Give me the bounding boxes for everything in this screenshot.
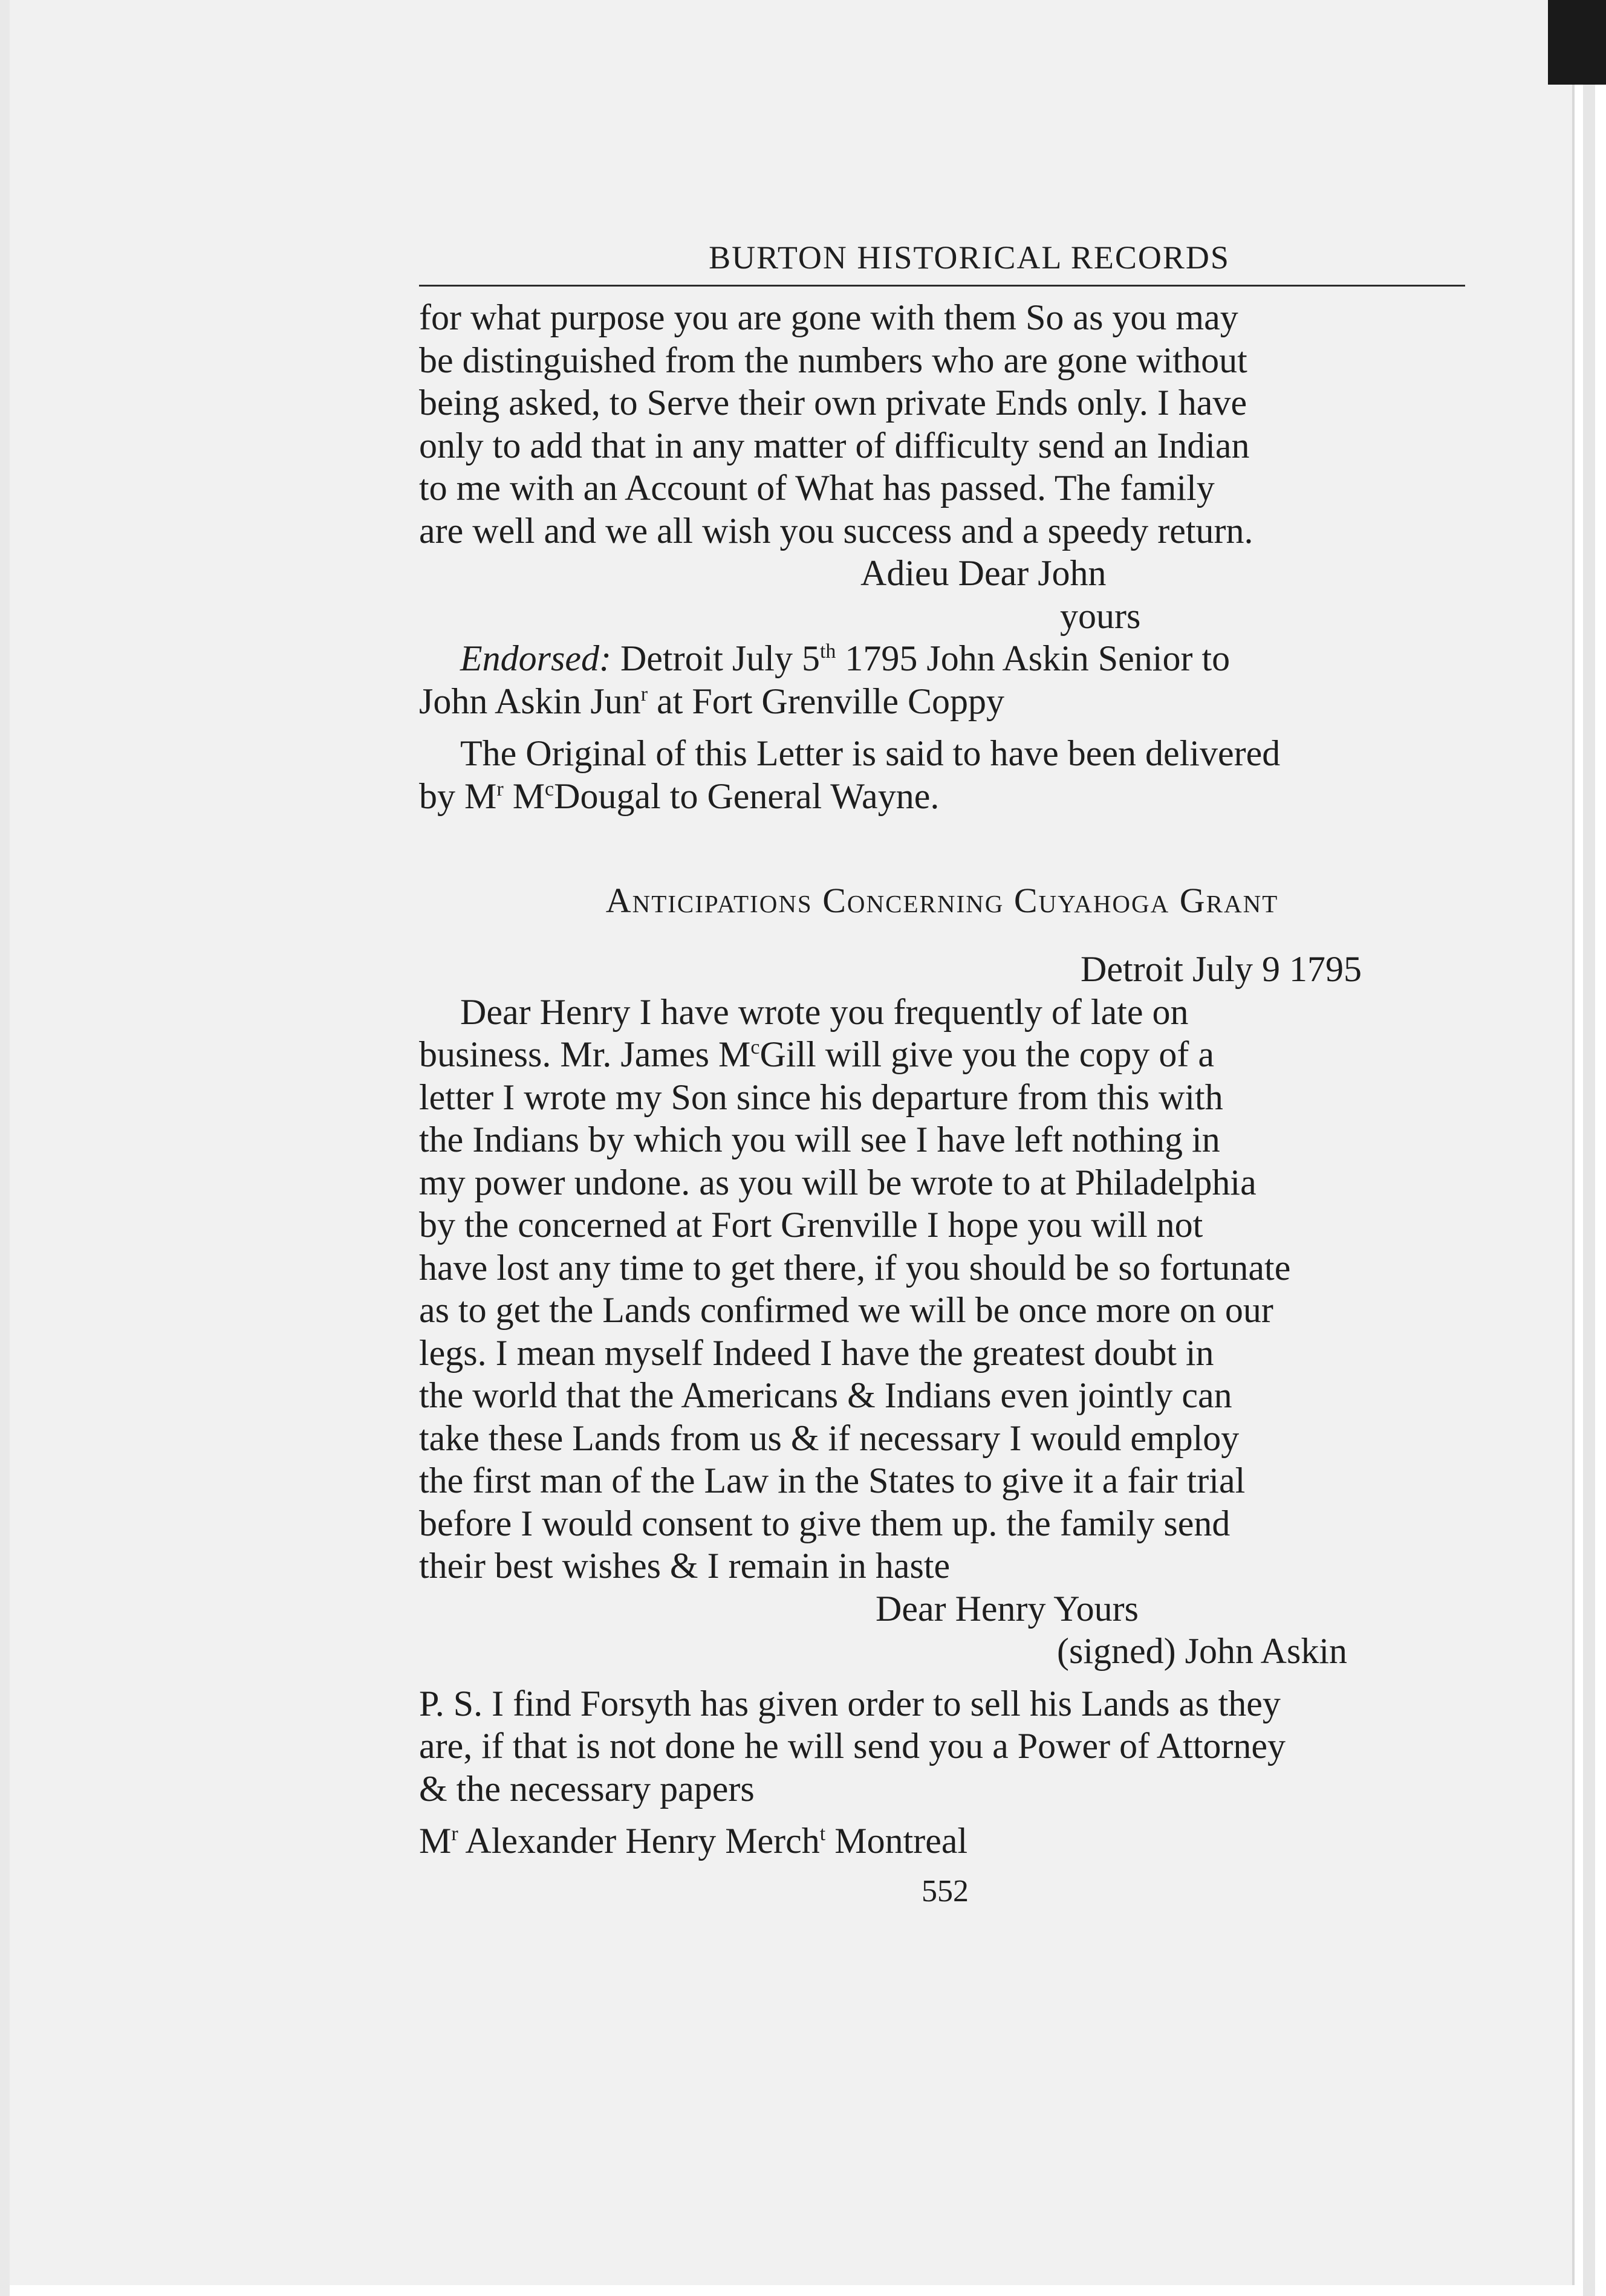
editorial-note-line-1: The Original of this Letter is said to have been delivered — [460, 733, 1281, 773]
letter2-address: $M^r$ Alexander Henry Merch$^t$ Montreal — [419, 1821, 968, 1861]
section-heading: Anticipations Concerning Cuyahoga Grant — [605, 881, 1279, 920]
text-line: the first man of the Law in the States to give it a fair trial — [419, 1461, 1246, 1500]
text-line: the Indians by which you will see I have left nothing in — [419, 1120, 1220, 1159]
endorsed-label: Endorsed: — [460, 638, 611, 678]
text-line: Dear Henry I have wrote you frequently of late on — [460, 991, 1189, 1032]
header-rule — [419, 285, 1465, 287]
letter2-closing: Dear Henry Yours — [876, 1588, 1139, 1629]
text-line: have lost any time to get there, if you should be so fortunate — [419, 1247, 1291, 1288]
editorial-note-line-2: by $M^r$ $M^cDougal$ to General Wayne. — [419, 776, 940, 816]
letter2-signature: (signed) John Askin — [1057, 1631, 1347, 1671]
postscript — [419, 1682, 1465, 1811]
text-line: as to get the Lands confirmed we will be once more on our — [419, 1290, 1273, 1330]
text-line: business. Mr. James $M^cGill$ will give you the copy of a — [419, 1034, 1214, 1074]
text-line: are, if that is not done he will send you a Power of Attorney — [419, 1726, 1286, 1766]
text-line: to me with an Account of What has passed. The family — [419, 468, 1215, 508]
letter1-signoff: yours — [1060, 595, 1141, 636]
text-line: take these Lands from us & if necessary I would employ — [419, 1418, 1240, 1458]
text-line: their best wishes & I remain in haste — [419, 1546, 951, 1586]
page-content — [419, 233, 1465, 1909]
letter2-body — [419, 1076, 1465, 1587]
running-head: BURTON HISTORICAL RECORDS — [709, 239, 1230, 276]
text-line: for what purpose you are gone with them So as you may — [419, 297, 1238, 337]
text-line: P. S. I find Forsyth has given order to sell his Lands as they — [419, 1683, 1281, 1724]
text-line: be distinguished from the numbers who are gone without — [419, 340, 1247, 380]
text-line: legs. I mean myself Indeed I have the greatest doubt in — [419, 1332, 1214, 1373]
text-line: letter I wrote my Son since his departure from this with — [419, 1077, 1223, 1117]
page-left-edge — [0, 0, 10, 2296]
corner-shadow — [1548, 0, 1606, 85]
text-line: only to add that in any matter of difficulty send an Indian — [419, 425, 1250, 465]
page-right-edge — [1583, 0, 1595, 2296]
text-line: the world that the Americans & Indians even jointly can — [419, 1375, 1232, 1415]
text-line: my power undone. as you will be wrote to at Philadelphia — [419, 1162, 1257, 1202]
text-line: being asked, to Serve their own private Ends only. I have — [419, 383, 1247, 423]
text-line: & the necessary papers — [419, 1768, 755, 1809]
letter1-body — [419, 296, 1465, 552]
text-line: by the concerned at Fort Grenville I hope you will not — [419, 1205, 1203, 1245]
page-number: 552 — [922, 1873, 969, 1908]
letter2-dateline: Detroit July 9 1795 — [1081, 949, 1362, 989]
endorsement-line-1: Endorsed: Detroit July 5th 1795 John Askin Senior to — [460, 638, 1231, 678]
endorsement-line-2: John Askin Jun$^r$ at Fort Grenville Coppy — [419, 681, 1004, 721]
letter1-closing: Adieu Dear John — [860, 553, 1107, 593]
text-line: before I would consent to give them up. the family send — [419, 1503, 1231, 1543]
text-line: are well and we all wish you success and a speedy return. — [419, 510, 1253, 551]
